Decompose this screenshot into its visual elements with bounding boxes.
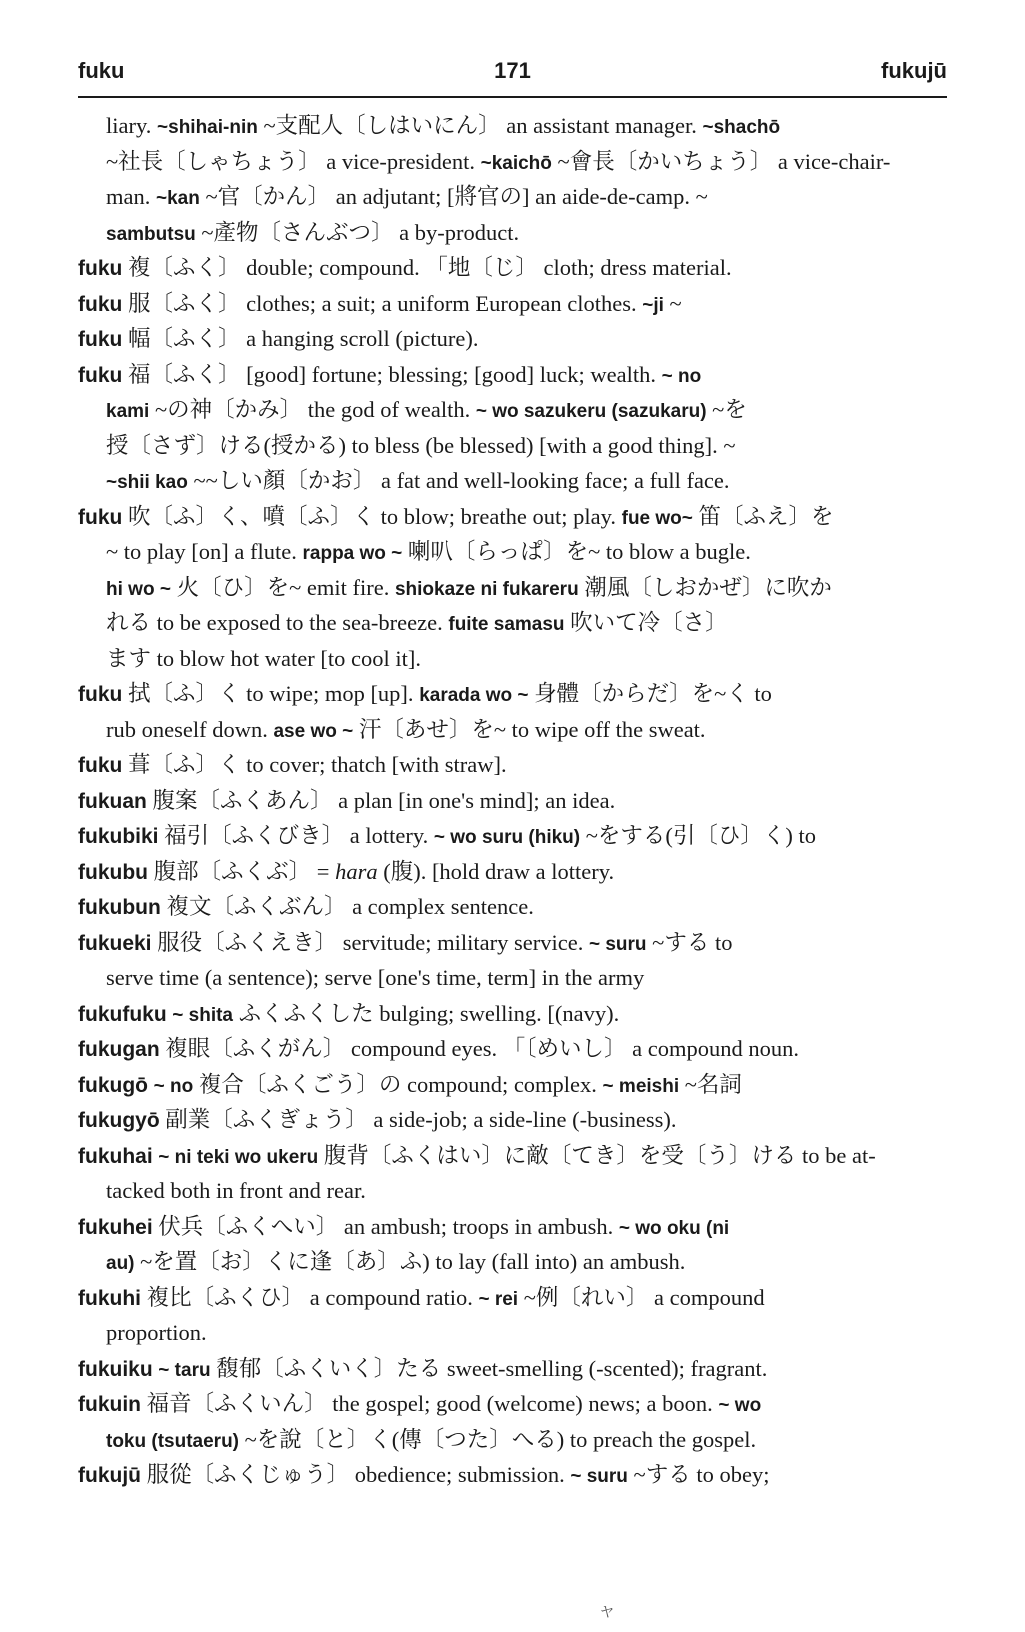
definition-text: 身體〔からだ〕を~く to	[528, 681, 772, 706]
headword: fukugyō	[78, 1109, 160, 1132]
entry-continuation-line	[78, 463, 946, 499]
romaji-phrase: hi wo ~	[106, 578, 171, 600]
entry-line	[78, 925, 946, 961]
entry-line	[78, 1457, 946, 1493]
definition-text: ~會長〔かいちょう〕 a vice-chair-	[551, 148, 891, 174]
definition-text: ~を置〔お〕くに逢〔あ〕ふ) to lay (fall into) an ambush.	[134, 1249, 686, 1274]
definition-text: 腹部〔ふくぶ〕 =	[147, 858, 336, 884]
entry-line	[78, 286, 946, 322]
romaji-phrase: sambutsu	[106, 223, 196, 245]
definition-text: ~支配人〔しはいにん〕 an assistant manager.	[257, 113, 703, 138]
definition-text: ~產物〔さんぶつ〕 a by-product.	[195, 219, 520, 245]
romaji-phrase: ~ ni teki wo ukeru	[158, 1146, 319, 1168]
romaji-phrase: ~ wo sazukeru (sazukaru)	[475, 401, 707, 422]
definition-text: 福音〔ふくいん〕 the gospel; good (welcome) news; a boon.	[141, 1391, 719, 1416]
definition-text: れる to be exposed to the sea-breeze.	[106, 610, 449, 635]
entry-continuation-line	[78, 534, 946, 570]
entry-continuation-line	[78, 215, 946, 251]
definition-text: ます to blow hot water [to cool it].	[106, 645, 421, 671]
dictionary-entries	[78, 108, 946, 1493]
headword: fuku	[78, 292, 123, 316]
definition-text: ~社長〔しゃちょう〕 a vice-president.	[106, 148, 481, 174]
entry-line	[78, 747, 946, 783]
entry-continuation-line	[78, 605, 946, 641]
romaji-phrase: ~ shita	[172, 1004, 234, 1026]
romaji-phrase: ~ wo	[718, 1395, 762, 1416]
romaji-phrase: au)	[106, 1253, 135, 1274]
definition-text: ~ to play [on] a flute.	[106, 539, 303, 564]
romaji-phrase: ~ meishi	[602, 1075, 680, 1097]
entry-continuation-line	[78, 1315, 946, 1351]
definition-text: 伏兵〔ふくへい〕 an ambush; troops in ambush.	[152, 1213, 619, 1239]
definition-text: 吹〔ふ〕く、噴〔ふ〕く to blow; breathe out; play.	[122, 503, 622, 529]
romaji-phrase: ~ no	[153, 1075, 194, 1097]
romaji-phrase: ~shii kao	[106, 472, 188, 493]
definition-text: 葺〔ふ〕く to cover; thatch [with straw].	[122, 752, 507, 777]
definition-text: ~する to obey;	[627, 1462, 770, 1487]
entry-line	[78, 1351, 946, 1387]
romaji-phrase: karada wo ~	[419, 685, 529, 706]
romaji-phrase: ~ rei	[478, 1288, 519, 1310]
romaji-phrase: ~ wo oku (ni	[618, 1217, 730, 1239]
entry-line	[78, 250, 946, 286]
romaji-phrase: fue wo~	[621, 507, 693, 529]
header-right-guideword: fukujū	[881, 58, 947, 83]
romaji-phrase: ~kan	[156, 188, 200, 209]
romaji-phrase: ~ no	[661, 365, 702, 387]
entry-line	[78, 854, 946, 890]
headword: fukujū	[78, 1464, 141, 1487]
entry-line	[78, 499, 946, 535]
definition-text: tacked both in front and rear.	[106, 1178, 366, 1203]
definition-text: ~の神〔かみ〕 the god of wealth.	[149, 397, 476, 422]
footer-mark: ヤ	[600, 1606, 614, 1621]
headword: fukuhei	[78, 1215, 153, 1239]
entry-continuation-line	[78, 144, 946, 180]
headword: fuku	[78, 505, 123, 529]
romaji-phrase: fuite samasu	[448, 614, 565, 635]
headword: fuku	[78, 363, 123, 387]
headword: fukuin	[78, 1393, 141, 1416]
entry-continuation-line	[78, 570, 946, 606]
page-header	[78, 58, 947, 92]
romaji-phrase: kami	[106, 401, 150, 422]
definition-text: liary.	[106, 113, 158, 138]
headword: fukuan	[78, 789, 147, 813]
definition-text: 拭〔ふ〕く to wipe; mop [up].	[122, 681, 420, 706]
definition-text: 授〔さず〕ける(授かる) to bless (be blessed) [with a good thing]. ~	[106, 432, 736, 458]
headword: fuku	[78, 328, 123, 351]
entry-line	[78, 1280, 946, 1316]
entry-line	[78, 783, 946, 819]
definition-text: ~をする(引〔ひ〕く) to	[580, 823, 817, 848]
definition-text: ~~しい顏〔かお〕 a fat and well-looking face; a full face.	[187, 468, 730, 493]
entry-continuation-line	[78, 1173, 946, 1209]
romaji-phrase: shiokaze ni fukareru	[394, 578, 579, 600]
headword: fukubun	[78, 896, 161, 919]
romaji-phrase: ~shihai-nin	[157, 117, 258, 138]
headword: fukubiki	[78, 825, 159, 848]
romaji-phrase: toku (tsutaeru)	[106, 1430, 239, 1452]
entry-line	[78, 889, 946, 925]
definition-text: ~例〔れい〕 a compound	[518, 1284, 765, 1310]
definition-text: 服〔ふく〕 clothes; a suit; a uniform European clothes.	[122, 290, 643, 316]
headword: fukuhi	[78, 1286, 141, 1310]
entry-continuation-line	[78, 428, 946, 464]
entry-line	[78, 1067, 946, 1103]
headword: fuku	[78, 683, 123, 706]
definition-text: proportion.	[106, 1320, 207, 1345]
entry-line	[78, 1386, 946, 1422]
romaji-phrase: ~kaichō	[480, 152, 552, 174]
headword: fuku	[78, 257, 123, 280]
headword: fukufuku	[78, 1002, 167, 1026]
entry-continuation-line	[78, 641, 946, 677]
entry-line	[78, 1031, 946, 1067]
definition-text: ふくふくした bulging; swelling. [(navy).	[233, 1000, 620, 1026]
entry-line	[78, 818, 946, 854]
definition-text: 複比〔ふくひ〕 a compound ratio.	[141, 1284, 479, 1310]
headword: fuku	[78, 754, 123, 777]
definition-text: serve time (a sentence); serve [one's time, term] in the army	[106, 965, 645, 990]
header-left-guideword: fuku	[78, 58, 125, 83]
entry-continuation-line	[78, 1422, 946, 1458]
definition-text: 複〔ふく〕 double; compound. 「地〔じ〕 cloth; dress material.	[122, 255, 732, 280]
entry-continuation-line	[78, 960, 946, 996]
definition-text: rub oneself down.	[106, 716, 274, 742]
definition-text: 服從〔ふくじゅう〕 obedience; submission.	[141, 1462, 571, 1487]
entry-line	[78, 1209, 946, 1245]
entry-continuation-line	[78, 108, 946, 144]
headword: fukugō	[78, 1073, 148, 1097]
definition-text: man.	[106, 184, 156, 209]
definition-text: 汗〔あせ〕を~ to wipe off the sweat.	[353, 716, 706, 742]
page-number: 171	[494, 58, 531, 83]
romaji-phrase: ~ji	[642, 294, 664, 316]
entry-continuation-line	[78, 1244, 946, 1280]
romaji-phrase: ~ wo suru (hiku)	[433, 827, 581, 848]
entry-line	[78, 996, 946, 1032]
headword: fukugan	[78, 1038, 160, 1061]
definition-text: 喇叭〔らっぱ〕を~ to blow a bugle.	[402, 539, 751, 564]
definition-text: ~を說〔と〕く(傳〔つた〕へる) to preach the gospel.	[239, 1426, 757, 1452]
definition-text: ~	[663, 290, 682, 316]
definition-text: 腹案〔ふくあん〕 a plan [in one's mind]; an idea.	[146, 787, 616, 813]
definition-text: 腹背〔ふくはい〕に敵〔てき〕を受〔う〕ける to be at-	[318, 1142, 876, 1168]
definition-text: ~を	[706, 397, 747, 422]
headword: fukuhai	[78, 1144, 153, 1168]
entry-line	[78, 357, 946, 393]
entry-line	[78, 321, 946, 357]
definition-text: ~官〔かん〕 an adjutant; [將官の] an aide-de-camp. ~	[199, 184, 708, 209]
definition-text: 火〔ひ〕を~ emit fire.	[170, 574, 395, 600]
definition-text: 福引〔ふくびき〕 a lottery.	[158, 823, 434, 848]
romaji-phrase: ~shachō	[702, 117, 781, 138]
romaji-phrase: ~ taru	[158, 1359, 211, 1381]
romaji-phrase: ~ suru	[588, 933, 647, 955]
entry-line	[78, 1138, 946, 1174]
entry-line	[78, 676, 946, 712]
entry-continuation-line	[78, 712, 946, 748]
romaji-phrase: ase wo ~	[273, 720, 354, 742]
header-rule	[78, 96, 947, 98]
entry-line	[78, 1102, 946, 1138]
romaji-phrase: ~ suru	[570, 1466, 628, 1487]
definition-text: 幅〔ふく〕 a hanging scroll (picture).	[122, 326, 479, 351]
entry-continuation-line	[78, 392, 946, 428]
headword: fukueki	[78, 931, 152, 955]
definition-text: ~名詞	[679, 1071, 742, 1097]
definition-text: 笛〔ふえ〕を	[692, 503, 834, 529]
definition-text: 複合〔ふくごう〕の compound; complex.	[193, 1071, 603, 1097]
entry-continuation-line	[78, 179, 946, 215]
definition-text: 吹いて冷〔さ〕	[564, 610, 728, 635]
definition-text: 複文〔ふくぶん〕 a complex sentence.	[160, 894, 534, 919]
definition-text: 副業〔ふくぎょう〕 a side-job; a side-line (-business).	[159, 1107, 677, 1132]
definition-text: (腹). [hold draw a lottery.	[377, 858, 615, 884]
definition-text: 服役〔ふくえき〕 servitude; military service.	[151, 929, 589, 955]
definition-text: ~する to	[646, 929, 733, 955]
definition-text: 複眼〔ふくがん〕 compound eyes. 「〔めいし〕 a compound noun.	[159, 1036, 799, 1061]
definition-text: 潮風〔しおかぜ〕に吹か	[578, 574, 832, 600]
definition-text: 馥郁〔ふくいく〕たる sweet-smelling (-scented); fragrant.	[210, 1355, 768, 1381]
romaji-phrase: rappa wo ~	[302, 543, 403, 564]
italic-reference: hara	[335, 858, 378, 884]
headword: fukubu	[78, 860, 148, 884]
headword: fukuiku	[78, 1357, 153, 1381]
definition-text: 福〔ふく〕 [good] fortune; blessing; [good] luck; wealth.	[122, 361, 662, 387]
